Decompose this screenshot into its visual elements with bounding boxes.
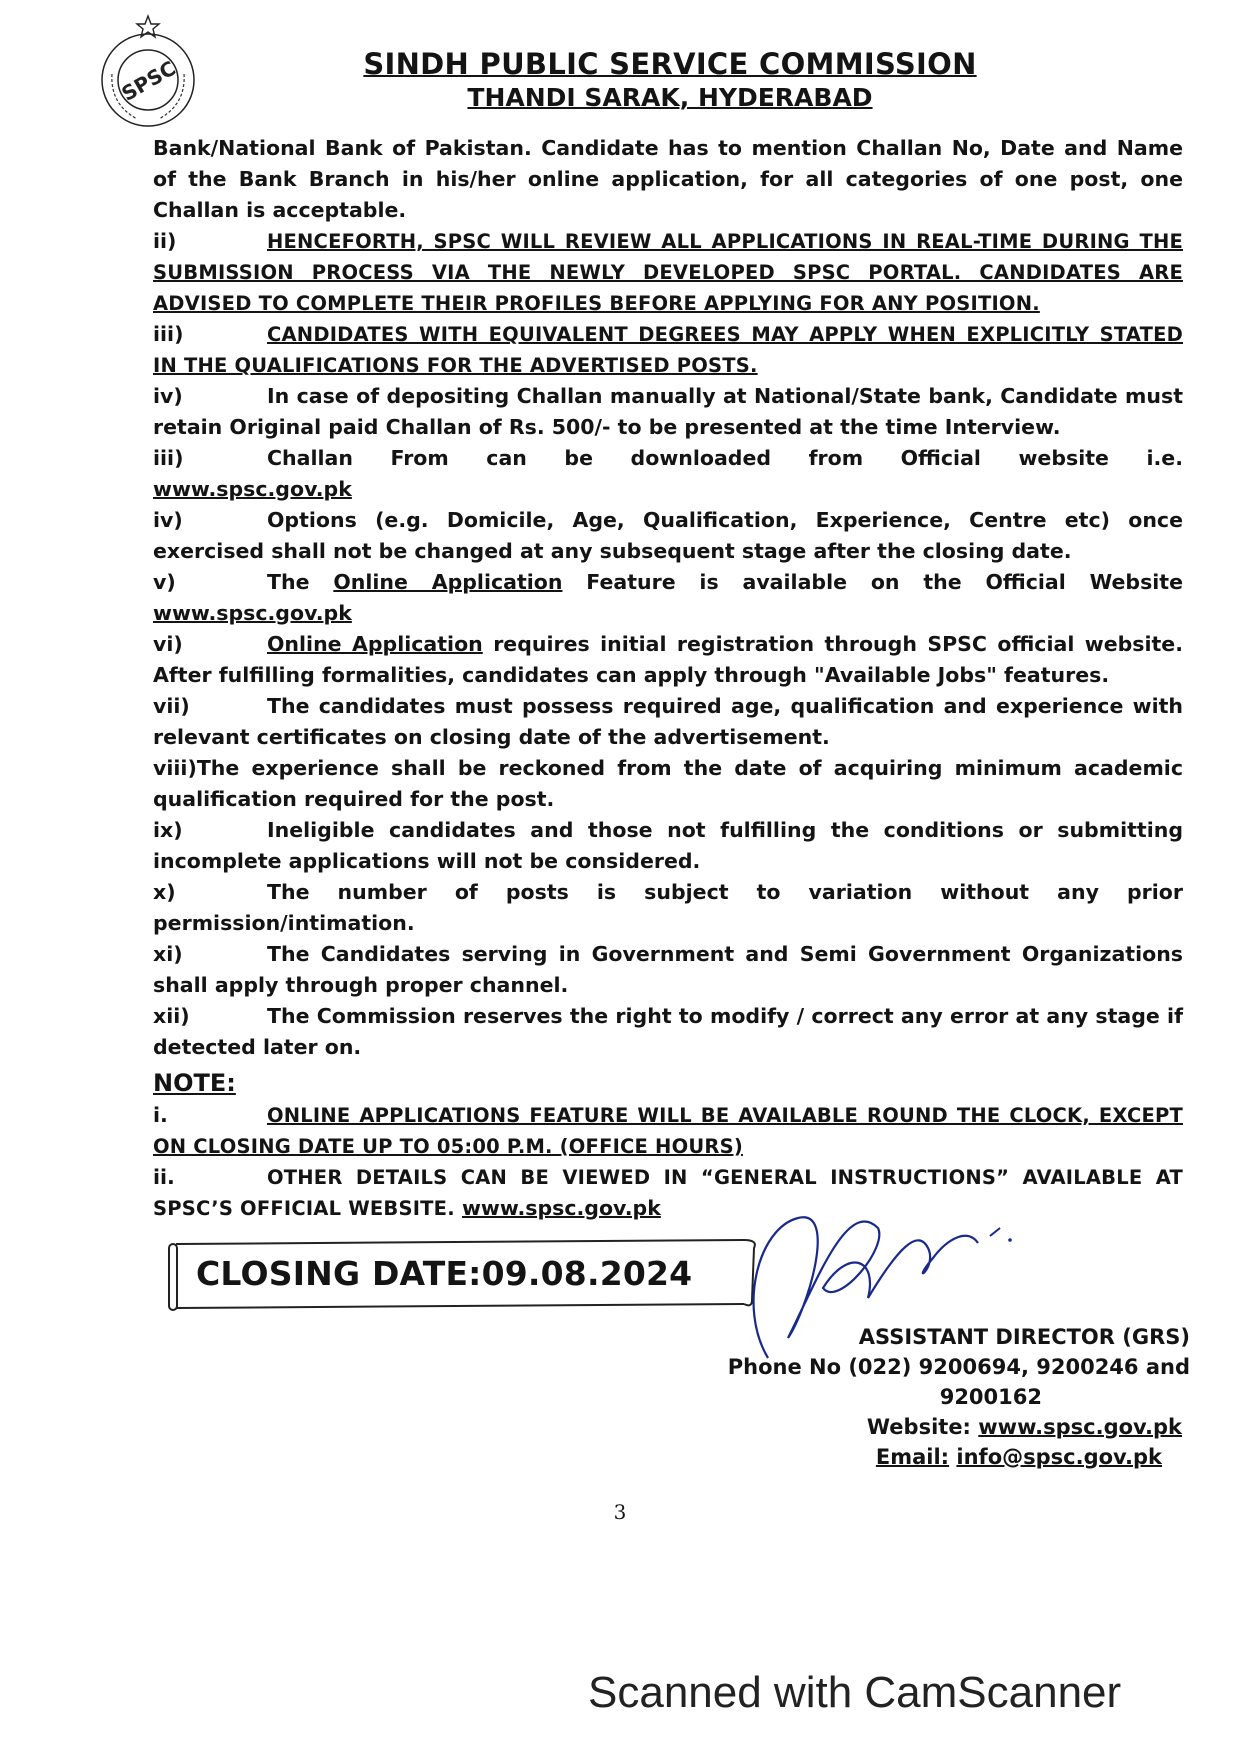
list-item: iii) Challan From can be downloaded from Official website i.e.: [153, 446, 1183, 470]
signatory-phone: Phone No (022) 9200694, 9200246 and: [727, 1355, 1190, 1379]
note-heading: NOTE:: [153, 1069, 236, 1097]
list-item: iv) Options (e.g. Domicile, Age, Qualification, Experience, Centre etc) once exercised shall not be changed at any subsequent stage after the closing date.: [153, 508, 1183, 563]
website-link[interactable]: www.spsc.gov.pk: [153, 477, 352, 501]
list-item: ix) Ineligible candidates and those not fulfilling the conditions or submitting incomplete applications will not be considered.: [153, 818, 1183, 873]
page-number: 3: [613, 1500, 627, 1524]
list-item: [153, 474, 1183, 505]
list-item: x) The number of posts is subject to variation without any prior permission/intimation.: [153, 880, 1183, 935]
list-item: iii) CANDIDATES WITH EQUIVALENT DEGREES MAY APPLY WHEN EXPLICITLY STATED IN THE QUALIFICATIONS FOR THE ADVERTISED POSTS.: [153, 322, 1183, 377]
list-item: ii) HENCEFORTH, SPSC WILL REVIEW ALL APPLICATIONS IN REAL-TIME DURING THE SUBMISSION PROCESS VIA THE NEWLY DEVELOPED SPSC PORTAL. CANDIDATES ARE ADVISED TO COMPLETE THEIR PROFILES BEFORE APPLYING FOR ANY POSITION.: [153, 229, 1183, 315]
signatory-block: [690, 1322, 1190, 1472]
signatory-phone-cont: 9200162: [939, 1385, 1042, 1409]
email-link[interactable]: info@spsc.gov.pk: [956, 1445, 1162, 1469]
list-item: xii) The Commission reserves the right to modify / correct any error at any stage if detected later on.: [153, 1004, 1183, 1059]
signatory-title: ASSISTANT DIRECTOR (GRS): [858, 1325, 1190, 1349]
online-application-link[interactable]: Online Application: [333, 570, 563, 594]
spsc-logo: [92, 14, 204, 132]
list-item: [153, 598, 1183, 629]
list-item: xi) The Candidates serving in Government and Semi Government Organizations shall apply through proper channel.: [153, 942, 1183, 997]
closing-date: CLOSING DATE:09.08.2024: [196, 1254, 693, 1293]
intro-paragraph: Bank/National Bank of Pakistan. Candidate has to mention Challan No, Date and Name of the Bank Branch in his/her online application, for all categories of one post, one Challan is acceptable.: [153, 136, 1183, 222]
list-item: viii)The experience shall be reckoned from the date of acquiring minimum academic qualification required for the post.: [153, 756, 1183, 811]
website-link[interactable]: www.spsc.gov.pk: [461, 1196, 661, 1220]
online-application-link[interactable]: Online Application: [267, 632, 483, 656]
list-item: vi) Online Application requires initial registration through SPSC official website. After fulfilling formalities, candidates can apply through "Available Jobs" features.: [153, 632, 1184, 687]
list-item: iv) In case of depositing Challan manually at National/State bank, Candidate must retain Original paid Challan of Rs. 500/- to be presented at the time Interview.: [153, 384, 1183, 439]
commission-title: SINDH PUBLIC SERVICE COMMISSION: [363, 47, 977, 81]
scanner-watermark: Scanned with CamScanner: [588, 1668, 1122, 1717]
note-item: ii. OTHER DETAILS CAN BE VIEWED IN “GENERAL INSTRUCTIONS” AVAILABLE AT SPSC’S OFFICIAL WEBSITE. www.spsc.gov.pk: [153, 1165, 1183, 1220]
signatory-email: Email: info@spsc.gov.pk: [875, 1445, 1162, 1469]
logo-text: SPSC: [117, 55, 180, 106]
website-link[interactable]: www.spsc.gov.pk: [153, 601, 352, 625]
website-link[interactable]: www.spsc.gov.pk: [978, 1415, 1182, 1439]
commission-address: THANDI SARAK, HYDERABAD: [467, 83, 873, 112]
signatory-website: Website: www.spsc.gov.pk: [866, 1415, 1182, 1439]
letterhead: [320, 46, 1020, 114]
note-item: i. ONLINE APPLICATIONS FEATURE WILL BE AVAILABLE ROUND THE CLOCK, EXCEPT ON CLOSING DATE UP TO 05:00 P.M. (OFFICE HOURS): [153, 1103, 1183, 1158]
list-item: vii) The candidates must possess required age, qualification and experience with relevant certificates on closing date of the advertisement.: [153, 694, 1183, 749]
instructions-body: [153, 133, 1183, 1224]
list-item: v) The Online Application Feature is available on the Official Website: [153, 570, 1183, 594]
